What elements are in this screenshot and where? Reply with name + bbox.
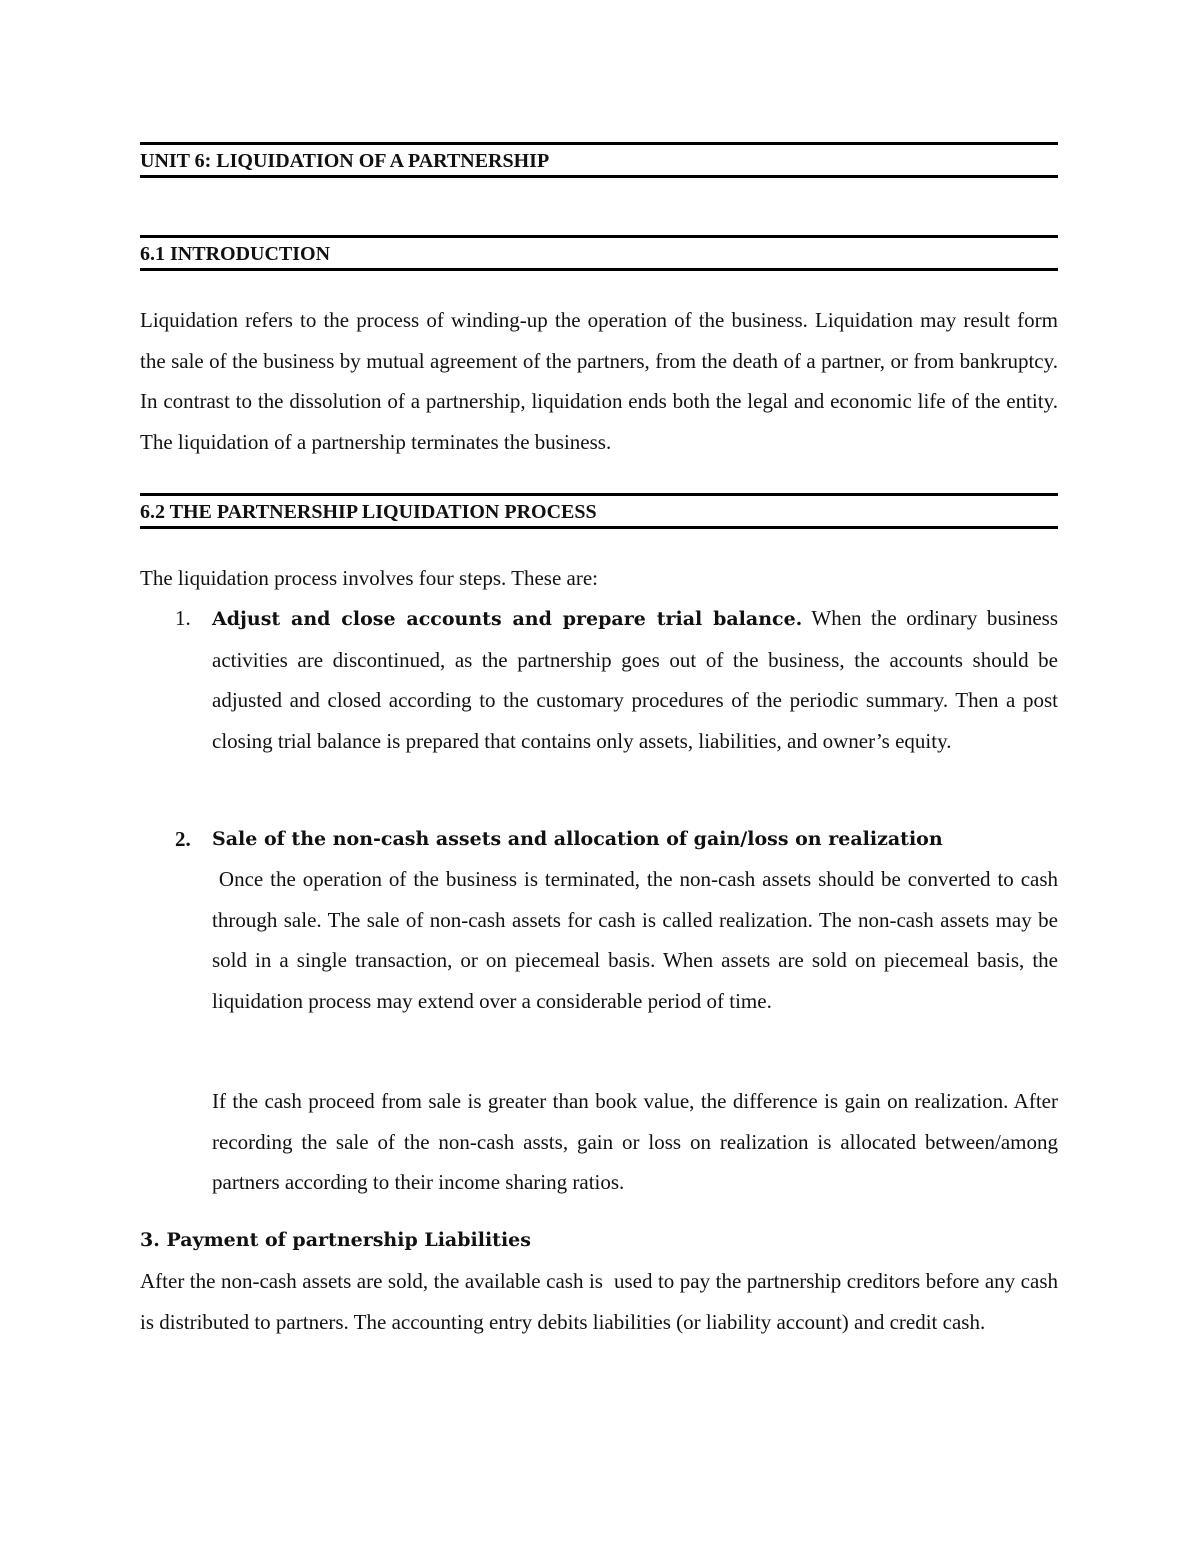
section-2-title: 6.2 THE PARTNERSHIP LIQUIDATION PROCESS bbox=[140, 501, 597, 523]
unit-title-block bbox=[140, 142, 1058, 178]
step-3-paragraph: After the non-cash assets are sold, the available cash is used to pay the partnership creditors before any cash is distributed to partners. The accounting entry debits liabilities (or liability account) and credit cash. bbox=[140, 1269, 1064, 1334]
step-1-number: 1. bbox=[175, 606, 191, 630]
step-2-paragraph-1: Once the operation of the business is terminated, the non-cash assets should be converted to cash through sale. The sale of non-cash assets for cash is called realization. The non-cash assets may be sold in a single transaction, or on piecemeal basis. When assets are sold on piecemeal basis, the liquidation process may extend over a considerable period of time. bbox=[212, 867, 1064, 1013]
introduction-paragraph: Liquidation refers to the process of winding-up the operation of the business. Liquidation may result form the sale of the business by mutual agreement of the partners, from the death of a partner, or from bankruptcy. In contrast to the dissolution of a partnership, liquidation ends both the legal and economic life of the entity. The liquidation of a partnership terminates the business. bbox=[140, 308, 1058, 454]
step-2-paragraph-2: If the cash proceed from sale is greater than book value, the difference is gain on realization. After recording the sale of the non-cash assts, gain or loss on realization is allocated between/among partners according to their income sharing ratios. bbox=[212, 1089, 1058, 1194]
step-3-title: 3. Payment of partnership Liabilities bbox=[140, 1229, 531, 1251]
bottom-rule bbox=[140, 526, 1058, 529]
step-2-title: Sale of the non-cash assets and allocation of gain/loss on realization bbox=[212, 828, 943, 850]
step-1-title: Adjust and close accounts and prepare trial balance. bbox=[212, 608, 803, 630]
process-intro: The liquidation process involves four steps. These are: bbox=[140, 566, 599, 590]
section-1-heading-block bbox=[140, 235, 1058, 271]
unit-title: UNIT 6: LIQUIDATION OF A PARTNERSHIP bbox=[140, 150, 550, 172]
step-1-text: When the ordinary business activities are discontinued, as the partnership goes out of the business, the accounts should be adjusted and closed according to the customary procedures of the periodic summary. Then a post closing trial balance is prepared that contains only assets, liabilities, and owner’s equity. bbox=[212, 606, 1058, 753]
step-2-number: 2. bbox=[175, 827, 191, 851]
bottom-rule bbox=[140, 175, 1058, 178]
bottom-rule bbox=[140, 268, 1058, 271]
section-1-title: 6.1 INTRODUCTION bbox=[140, 243, 331, 265]
section-2-heading-block bbox=[140, 493, 1058, 529]
step-1-paragraph bbox=[212, 598, 1058, 761]
